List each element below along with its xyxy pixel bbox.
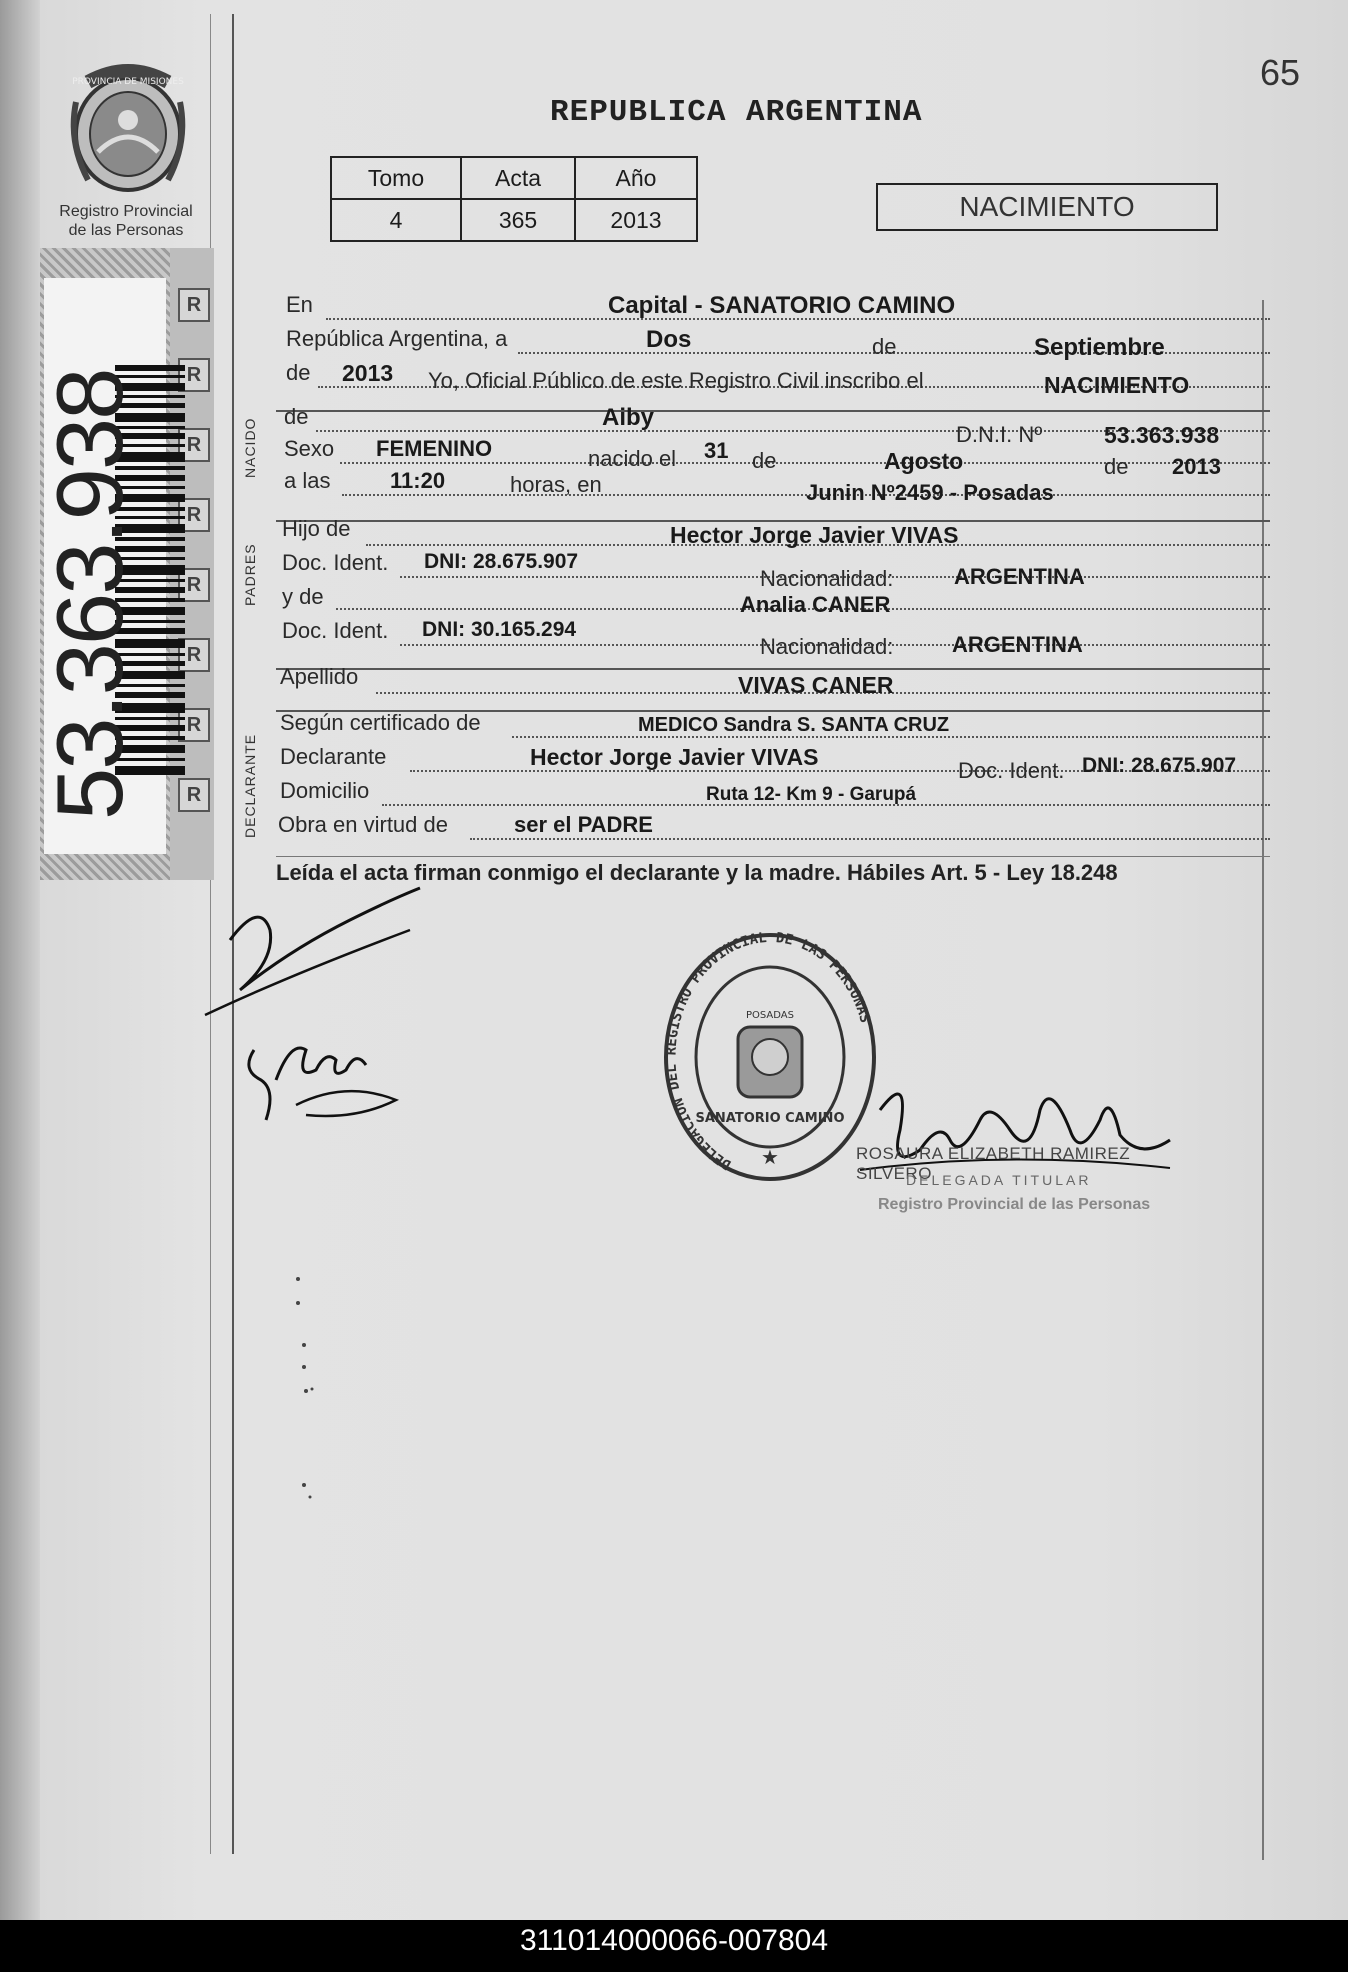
page-edge-shadow (0, 0, 40, 1920)
value-lugar: Junin Nº2459 - Posadas (806, 480, 1054, 505)
label-obra: Obra en virtud de (278, 812, 448, 837)
frame-right-line (1262, 300, 1264, 1860)
record-table (330, 156, 698, 242)
record-type-box: NACIMIENTO (876, 183, 1218, 231)
value-padre-doc: DNI: 28.675.907 (424, 550, 579, 573)
value-nacido-dia: 31 (704, 438, 729, 463)
value-dia: Dos (646, 326, 692, 353)
label-nac-madre: Nacionalidad: (760, 634, 894, 659)
label-domicilio: Domicilio (280, 778, 370, 803)
official-office: Registro Provincial de las Personas (878, 1196, 1151, 1213)
section-label-nacido: NACIDO (242, 417, 258, 478)
value-padre-nac: ARGENTINA (954, 564, 1085, 589)
label-nacido: nacido el (588, 446, 677, 471)
value-dni: 53.363.938 (1104, 422, 1220, 448)
value-nombre: Aiby (602, 404, 655, 431)
stamp-inner-small-lettering: POSADAS (746, 1010, 794, 1021)
strip-mark: R (178, 428, 210, 462)
value-madre-doc: DNI: 30.165.294 (422, 618, 577, 641)
strip-mark: R (178, 638, 210, 672)
footer-code: 311014000066-007804 (519, 1924, 829, 1957)
registry-caption-line1: Registro Provincial (59, 203, 193, 220)
strip-mark: R (178, 498, 210, 532)
stamp-outer-lettering: DELEGACION DEL REGISTRO PROVINCIAL DE LAS PERSONAS (663, 932, 874, 1173)
strip-mark: R (178, 288, 210, 322)
page-number: 65 (1259, 52, 1300, 93)
document-title: REPUBLICA ARGENTINA (550, 95, 923, 130)
svg-text:★: ★ (761, 1145, 779, 1169)
label-de-nacido-anio: de (1104, 454, 1129, 479)
value-certificado: MEDICO Sandra S. SANTA CRUZ (638, 714, 950, 736)
header-acta: Acta (461, 157, 575, 199)
value-nacido-anio: 2013 (1172, 454, 1221, 479)
label-en: En (286, 292, 313, 317)
label-de-mes: de (872, 334, 897, 359)
value-inscribo: NACIMIENTO (1044, 372, 1190, 398)
ink-specks (290, 1275, 320, 1515)
label-inscribo: Yo, Oficial Público de este Registro Civil inscribo el (428, 368, 924, 393)
signature-declarante-icon (200, 880, 430, 1030)
separator-nacido-top (276, 410, 1270, 412)
section-label-declarante: DECLARANTE (242, 733, 258, 838)
value-sexo: FEMENINO (376, 436, 493, 461)
strip-mark: R (178, 708, 210, 742)
label-apellido: Apellido (280, 664, 359, 689)
separator-apellido-top (276, 668, 1270, 670)
value-declarante-doc: DNI: 28.675.907 (1082, 754, 1237, 777)
label-doc-madre: Doc. Ident. (282, 618, 389, 643)
province-emblem-icon (58, 62, 198, 197)
value-tomo: 4 (331, 199, 461, 241)
value-anio: 2013 (575, 199, 697, 241)
value-madre: Analia CANER (740, 592, 891, 617)
closing-statement: Leída el acta firman conmigo el declarante y la madre. Hábiles Art. 5 - Ley 18.248 (276, 860, 1118, 885)
section-label-padres: PADRES (242, 543, 258, 606)
value-mes: Septiembre (1034, 334, 1165, 361)
value-obra: ser el PADRE (514, 812, 653, 837)
registry-caption (46, 202, 206, 240)
label-hijo: Hijo de (282, 516, 351, 541)
value-madre-nac: ARGENTINA (952, 632, 1083, 657)
registry-caption-line2: de las Personas (68, 222, 184, 239)
value-acta: 365 (461, 199, 575, 241)
stamp-inner-lettering: SANATORIO CAMINO (695, 1111, 845, 1126)
strip-mark: R (178, 778, 210, 812)
header-anio: Año (575, 157, 697, 199)
label-yde: y de (282, 584, 324, 609)
signature-madre-icon (236, 1010, 416, 1140)
value-domicilio: Ruta 12- Km 9 - Garupá (706, 784, 917, 805)
emblem-lettering: PROVINCIA DE MISIONES (72, 77, 184, 87)
label-alas: a las (284, 468, 331, 493)
label-certificado: Según certificado de (280, 710, 481, 735)
label-de-nombre: de (284, 404, 309, 429)
label-declarante: Declarante (280, 744, 387, 769)
value-padre: Hector Jorge Javier VIVAS (670, 522, 959, 548)
value-hora: 11:20 (390, 468, 446, 493)
value-en: Capital - SANATORIO CAMINO (608, 292, 956, 319)
label-republica: República Argentina, a (286, 326, 508, 351)
value-declarante: Hector Jorge Javier VIVAS (530, 744, 819, 770)
official-title: DELEGADA TITULAR (906, 1172, 1092, 1188)
value-apellido: VIVAS CANER (738, 672, 894, 698)
separator-form-bottom (276, 856, 1270, 857)
label-horas-en: horas, en (510, 472, 602, 497)
label-de-nacido-mes: de (752, 448, 777, 473)
label-dni: D.N.I. Nº (956, 422, 1043, 447)
value-nacido-mes: Agosto (884, 448, 964, 474)
side-number: 53.363.938 (37, 369, 142, 820)
value-anio-acta: 2013 (342, 360, 394, 386)
official-name: ROSAURA ELIZABETH RAMIREZ SILVERO (856, 1144, 1131, 1183)
label-de-anio: de (286, 360, 311, 385)
strip-mark: R (178, 568, 210, 602)
label-sexo: Sexo (284, 436, 335, 461)
strip-mark: R (178, 358, 210, 392)
label-nac-padre: Nacionalidad: (760, 566, 894, 591)
label-doc-declarante: Doc. Ident. (958, 758, 1065, 783)
header-tomo: Tomo (331, 157, 461, 199)
label-doc-padre: Doc. Ident. (282, 550, 389, 575)
